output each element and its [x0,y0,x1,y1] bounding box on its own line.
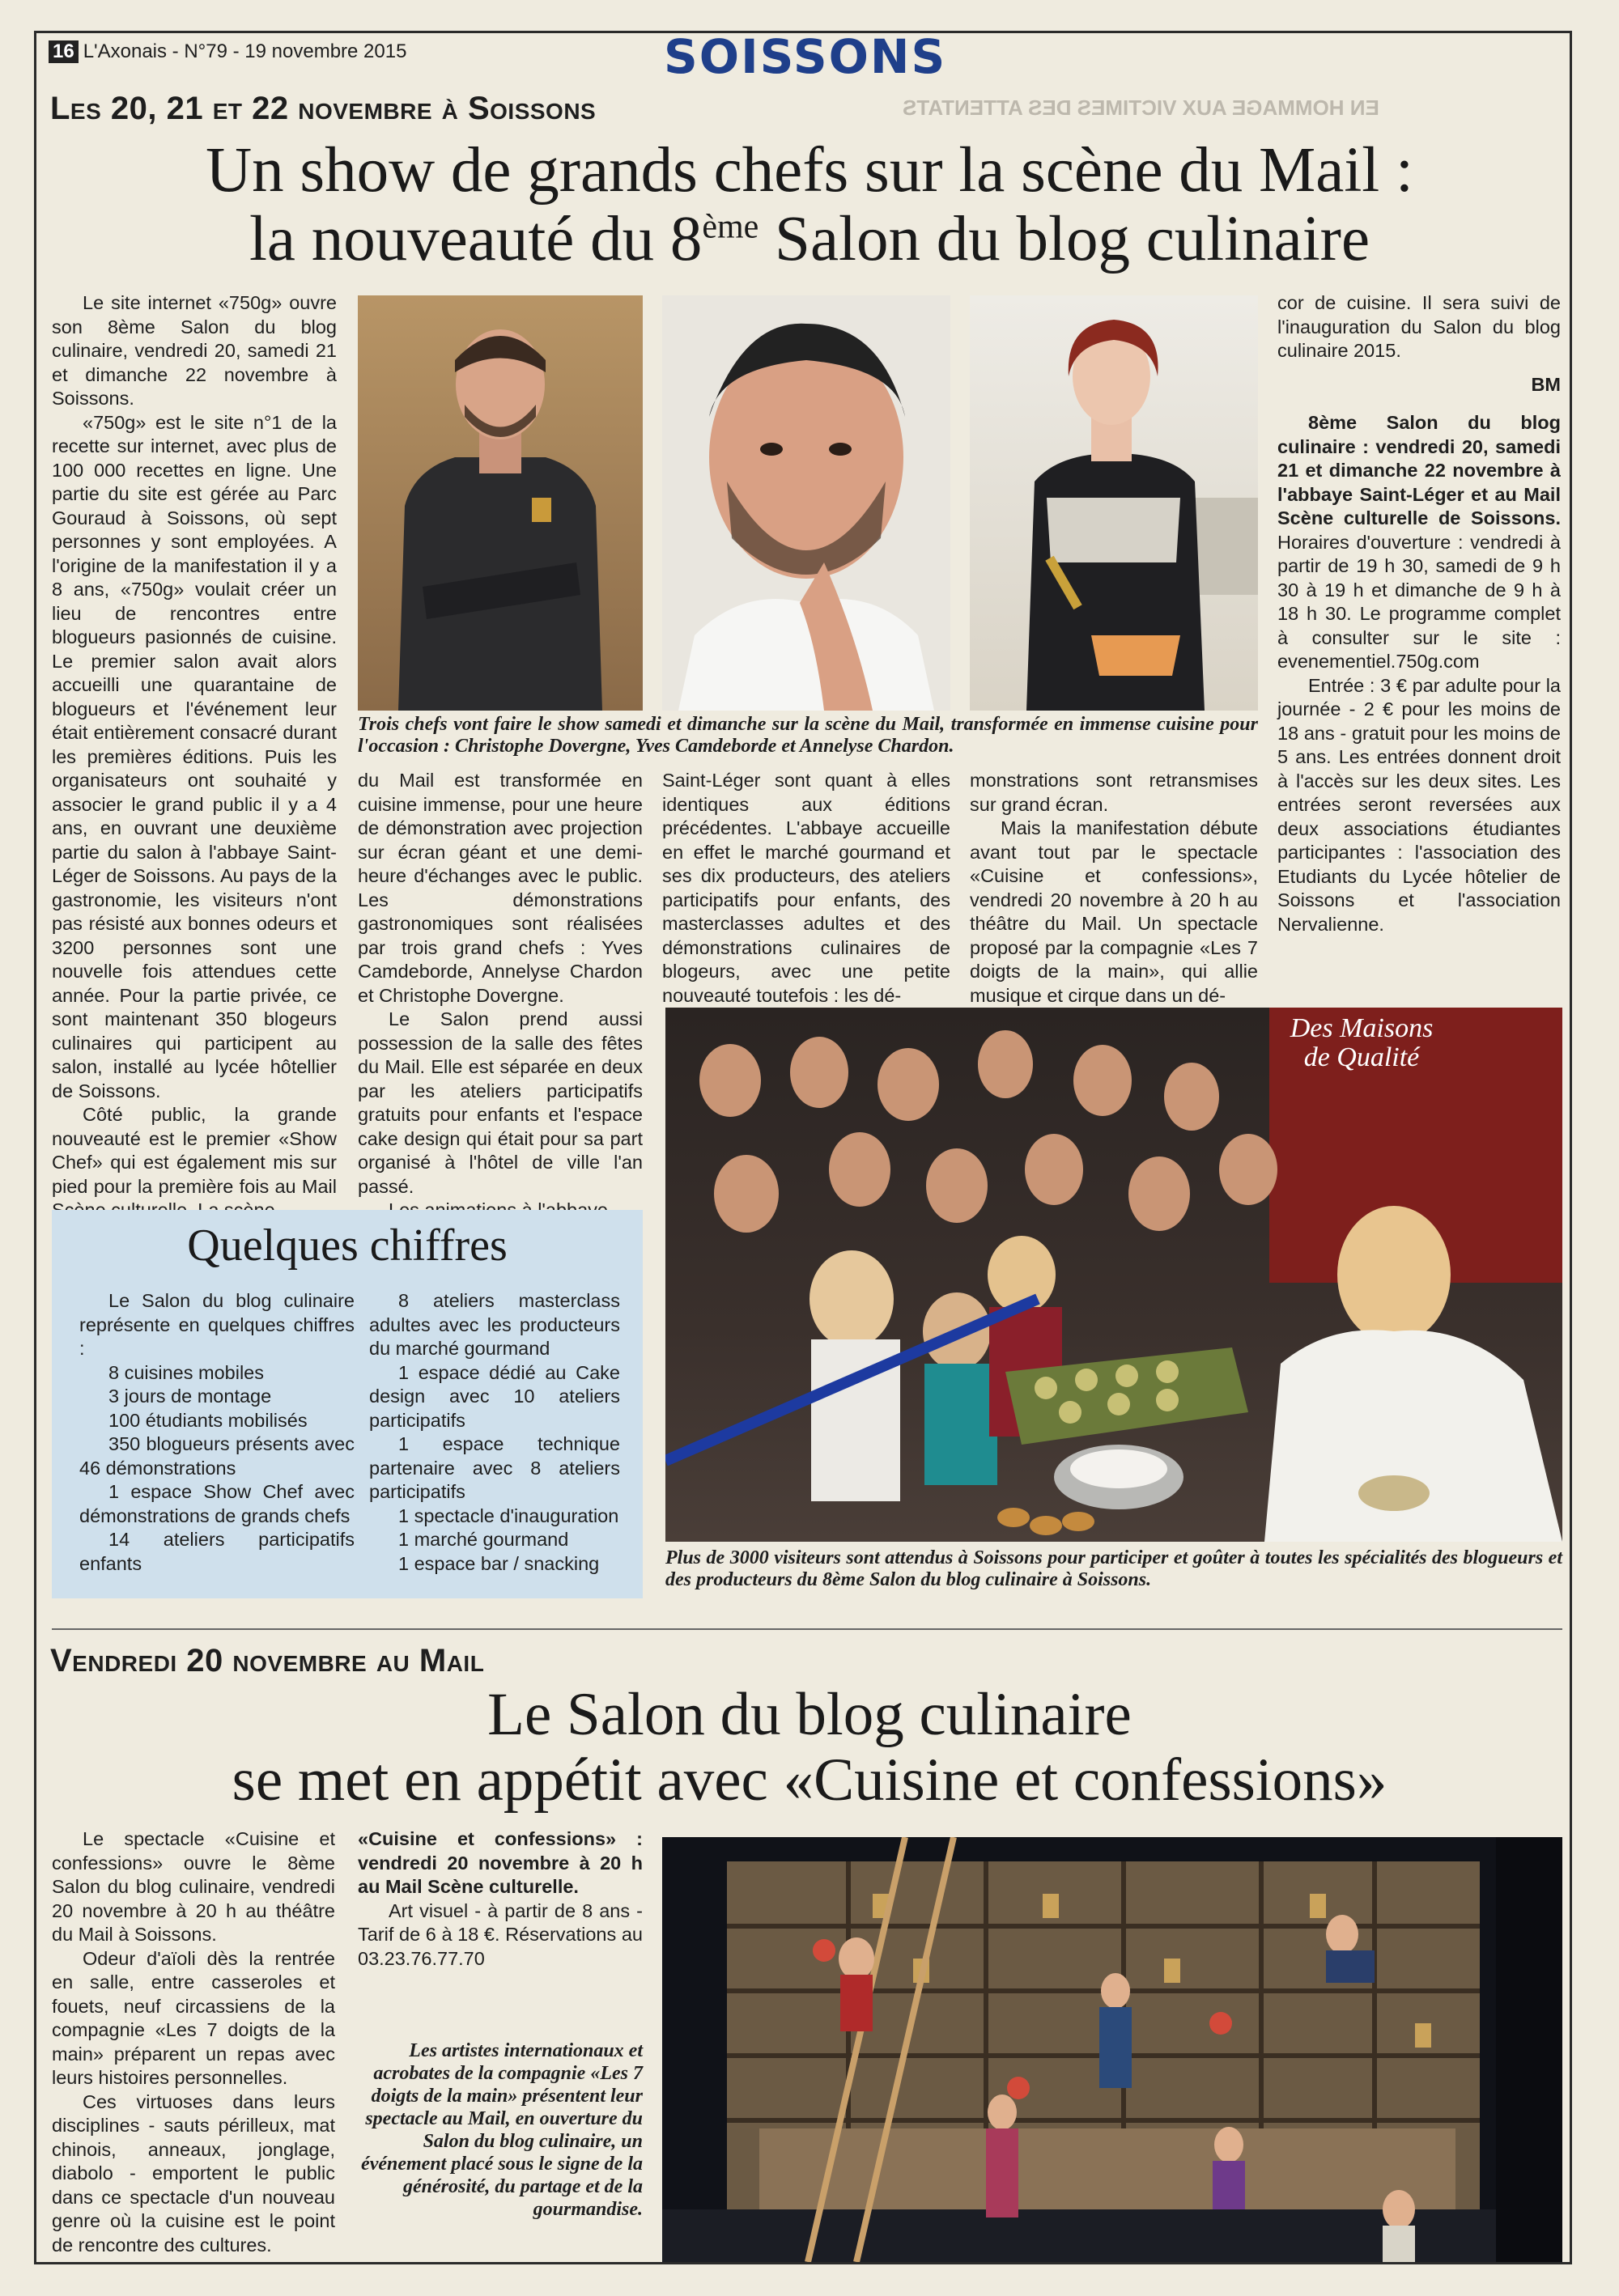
article1-column1: Le site internet «750g» ouvre son 8ème Salon du blog culinaire, vendredi 20, samedi 21 et dimanche 22 novembre à Soissons. «750g» est le site n°1 de la recette sur internet, avec plus de 100 000 recettes en ligne. Une partie du site est gérée au Parc Gouraud à Soissons, où sept personnes y sont employées. A l'origine de la manifestation il y a 8 ans, «750g» voulait créer un lieu de rencontres entre blogueurs pasionnés de cuisine. Le premier salon avait alors accueilli une quarantaine de blogueurs et l'événement leur était entièrement consacré durant les premières éditions. Puis les organisateurs ont souhaité y associer le grand public il y a 4 ans, en ouvrant une deuxième partie du salon à l'abbaye Saint-Léger de Soissons. Au pays de la gastronomie, les visiteurs n'ont pas résisté aux bonnes odeurs et 3200 personnes sont une nouvelle fois attendues cette année. Pour la partie privée, ce sont maintenant 350 blogeurs culinaires qui participent au salon, installé au lycée hôtellier de Soissons. Côté public, la grande nouveauté est le premier «Show Chef» qui est également mis sur pied pour la première fois au Mail [52,292,337,1197]
show-photo [662,1837,1562,2262]
article2-headline [49,1682,1570,1813]
list-item: 350 blogueurs présents avec 46 démonstrations [79,1433,355,1479]
article-divider [52,1628,1562,1630]
list-item: 3 jours de montage [108,1386,272,1407]
crowd-banner-text: Des Maisons de Qualité [1290,1013,1434,1072]
chefs-photo-caption: Trois chefs vont faire le show samedi et dimanche sur la scène du Mail, transformée en immense cuisine pour l'occasion : Christophe Dovergne, Yves Camdeborde et Annelyse Chardon. [358,714,1258,757]
article1-column3: Saint-Léger sont quant à elles identiques aux éditions précédentes. L'abbaye accueille en effet le marché gourmand et ses dix producteurs, des ateliers participatifs pour enfants, des masterclasses adultes et des démonstrations culinaires de blogeurs, avec une petite nouveauté toutefois : les dé- [662,770,950,1006]
crowd-photo-caption: Plus de 3000 visiteurs sont attendus à Soissons pour participer et goûter à toutes les spécialités des blogueurs et des producteurs du 8ème Salon du blog culinaire à Soissons. [665,1547,1562,1590]
list-item: 1 espace dédié au Cake design avec 10 ateliers participatifs [369,1361,620,1431]
chiffres-left-list [79,1289,355,1576]
chef-photo-chardon [970,295,1258,711]
article1-column4: monstrations sont retransmises sur grand écran. Mais la manifestation débute avant tout par le spectacle «Cuisine et confessions», vendredi 20 novembre à 20 h au théâtre du Mail. Un spectacle proposé par la compagnie «Les 7 doigts de la main», qui allie musique et cirque dans un dé- [970,770,1258,1006]
article1-headline [49,136,1570,274]
quelques-chiffres-box [52,1210,643,1598]
list-item: 1 espace technique partenaire avec 8 ateliers participatifs [369,1433,620,1502]
page-number: 16 [49,40,79,63]
article2-headline-line1: Le Salon du blog culinaire [487,1681,1132,1748]
chef-photo-camdeborde [358,295,643,711]
list-item: 1 espace Show Chef avec démonstrations de grands chefs [79,1481,355,1526]
folio [49,40,406,63]
section-title: SOISSONS [664,29,947,84]
crowd-photo [665,1008,1562,1542]
list-item: 100 étudiants mobilisés [108,1409,308,1431]
article1-headline-line2: la nouveauté du 8ème Salon du blog culinaire [249,204,1370,275]
article1-column5: cor de cuisine. Il sera suivi de l'inauguration du Salon du blog culinaire 2015. BM 8ème Salon du blog culinaire : vendredi 20, samedi 21 et dimanche 22 novembre à l'abbaye Saint-Léger et au Mail Scène culturelle de Soissons. Horaires d'ouverture : vendredi à partir de 19 h 30, samedi de 9 h 30 à 19 h et dimanche de 9 h à 18 h 30. Le programme complet à consulter sur le site : evenementiel.750g.com Entrée : 3 € par adulte pour la journée - 2 € pour les moins de 18 ans - gratuit pour les moins de 5 ans. Les entrées donnent droit à l'accès sur les deux sites. Les entrées seront reversées aux deux associations étudiantes participantes : l'association des Etudiants du Lycée hôtelier de Soissons et l'association Nervalienne. [1277,292,1561,935]
article1-kicker: Les 20, 21 et 22 novembre à Soissons [50,91,597,126]
chiffres-intro: Le Salon du blog culinaire représente en quelques chiffres : [79,1290,355,1359]
list-item: 8 cuisines mobiles [108,1361,265,1383]
article2-kicker: Vendredi 20 novembre au Mail [50,1643,485,1678]
chiffres-right-list [369,1289,620,1576]
quelques-chiffres-title: Quelques chiffres [187,1220,508,1271]
show-through-text: EN HOMMAGE AUX VICTIMES DES ATTENTATS [903,95,1379,120]
list-item: 8 ateliers masterclass adultes avec les producteurs du marché gourmand [369,1290,620,1359]
article2-info: «Cuisine et confessions» : vendredi 20 novembre à 20 h au Mail Scène culturelle. Art visuel - à partir de 8 ans - Tarif de 6 à 18 €. Réservations au 03.23.76.77.70 [358,1828,643,1969]
list-item: 14 ateliers participatifs enfants [79,1529,355,1574]
article1-signature: BM [1531,373,1561,395]
article1-column2: du Mail est transformée en cuisine immense, pour une heure de démonstration avec projection sur écran géant et une demi-heure d'échanges avec le public. Les démonstrations gastronomiques sont réalisées par trois grand chefs : Yves Camdeborde, Annelyse Chardon et Christophe Dovergne. Le Salon prend aussi possession de la salle des fêtes du Mail. Elle est séparée en deux par les ateliers participatifs gratuits pour enfants et l'espace cake design qui était pour sa part organisé à l'hôtel de ville l'an passé. [358,770,643,1197]
chef-photo-dovergne [662,295,950,711]
article1-headline-line1: Un show de grands chefs sur la scène du Mail : [206,135,1413,206]
list-item: 1 espace bar / snacking [398,1552,600,1574]
article2-headline-line2: se met en appétit avec «Cuisine et confessions» [232,1746,1387,1814]
show-photo-caption: Les artistes internationaux et acrobates de la compagnie «Les 7 doigts de la main» présentent leur spectacle au Mail, en ouverture du Salon du blog culinaire, un événement placé sous le signe de la générosité, du partage et de la gourmandise. [361,2040,643,2220]
publication-line: L'Axonais - N°79 - 19 novembre 2015 [83,40,407,62]
list-item: 1 spectacle d'inauguration [398,1504,619,1526]
article2-column1: Le spectacle «Cuisine et confessions» ouvre le 8ème Salon du blog culinaire, vendredi 20 novembre à 20 h au théâtre du Mail à Soissons. Odeur d'aïoli dès la rentrée en salle, entre casseroles et fouets, neuf circassiens de la compagnie «Les 7 doigts de la main» préparent un repas avec leurs histoires personnelles. Ces virtuoses dans leurs disciplines - sauts périlleux, mat chinois, anneaux, jonglage, diabolo - emportent le public dans ce spectacle d'un nouveau genre où la cuisine est le point de rencontre des cultures. [52,1828,335,2256]
list-item: 1 marché gourmand [398,1529,569,1550]
